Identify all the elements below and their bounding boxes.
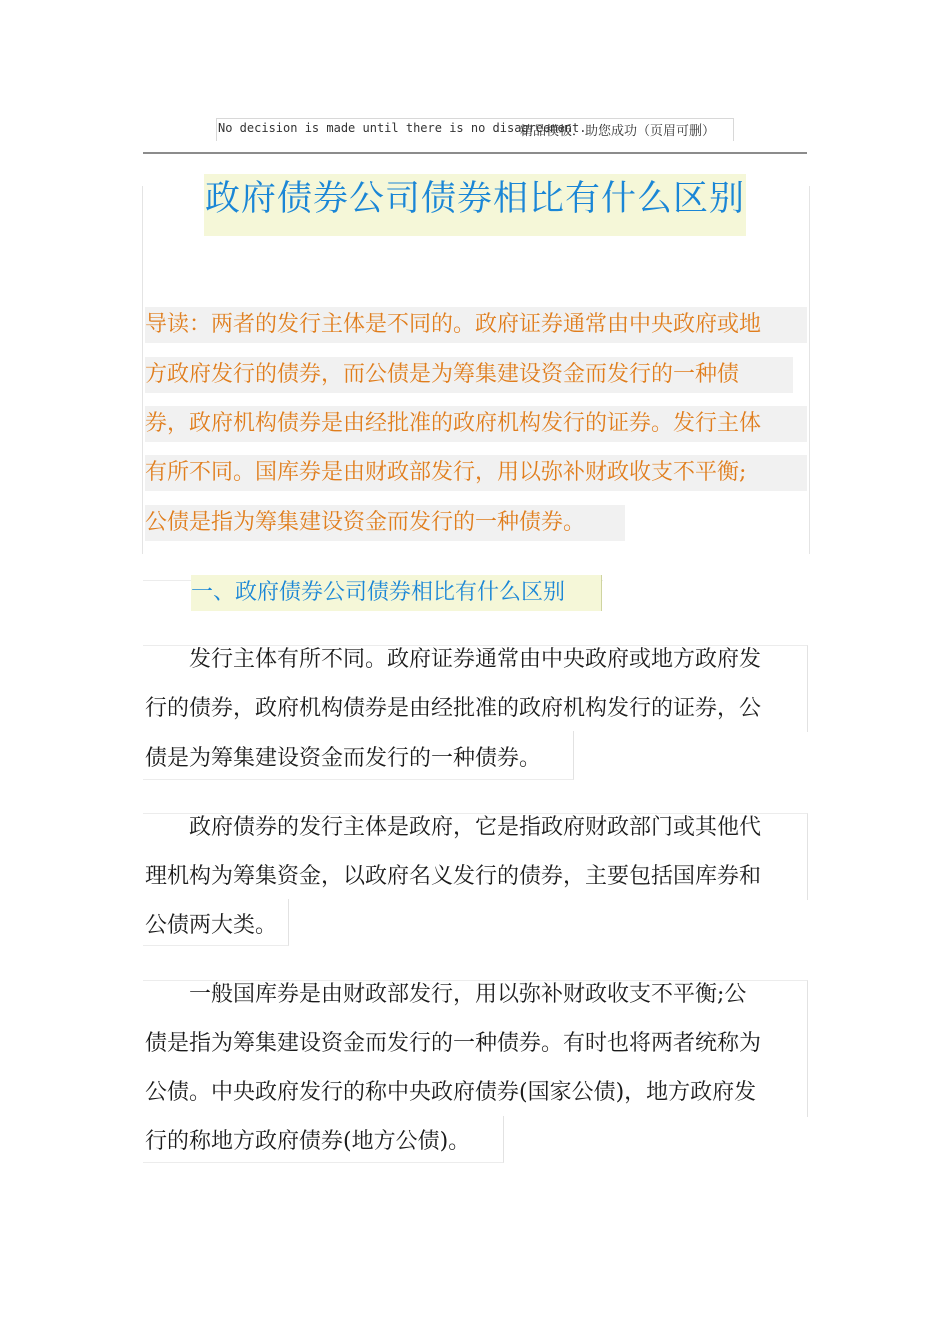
- intro-line: 方政府发行的债券，而公债是为筹集建设资金而发行的一种债: [145, 357, 793, 393]
- intro-line: 公债是指为筹集建设资金而发行的一种债券。: [145, 505, 625, 541]
- section-heading: 一、政府债券公司债券相比有什么区别: [191, 575, 602, 611]
- intro-line: 有所不同。国库券是由财政部发行，用以弥补财政收支不平衡;: [145, 455, 807, 491]
- intro-line: 券，政府机构债券是由经批准的政府机构发行的证券。发行主体: [145, 406, 807, 442]
- paragraph-line: 行的称地方政府债券(地方公债)。: [145, 1129, 471, 1154]
- header-overlay-text: No decision is made until there is no disagreement.: [218, 121, 587, 135]
- header-divider: [143, 152, 807, 154]
- paragraph-line: 政府债券的发行主体是政府，它是指政府财政部门或其他代: [189, 815, 762, 840]
- intro-line: 导读：两者的发行主体是不同的。政府证券通常由中央政府或地: [145, 307, 807, 343]
- document-title: [204, 174, 746, 236]
- paragraph-line: 行的债券，政府机构债券是由经批准的政府机构发行的证券，公: [145, 696, 762, 721]
- paragraph-line: 债是为筹集建设资金而发行的一种债券。: [145, 746, 542, 771]
- header-template-note: 精品模板．助您成功（页眉可删）: [520, 124, 716, 139]
- paragraph-line: 公债。中央政府发行的称中央政府债券(国家公债)，地方政府发: [145, 1080, 757, 1105]
- paragraph-line: 债是指为筹集建设资金而发行的一种债券。有时也将两者统称为: [145, 1031, 762, 1056]
- paragraph-line: 发行主体有所不同。政府证券通常由中央政府或地方政府发: [189, 647, 762, 672]
- paragraph-line: 理机构为筹集资金，以政府名义发行的债券，主要包括国库券和: [145, 864, 762, 889]
- document-title-text: 政府债券公司债券相比有什么区别: [204, 179, 745, 219]
- paragraph-line: 公债两大类。: [145, 913, 278, 938]
- paragraph-line: 一般国库券是由财政部发行，用以弥补财政收支不平衡;公: [189, 982, 747, 1007]
